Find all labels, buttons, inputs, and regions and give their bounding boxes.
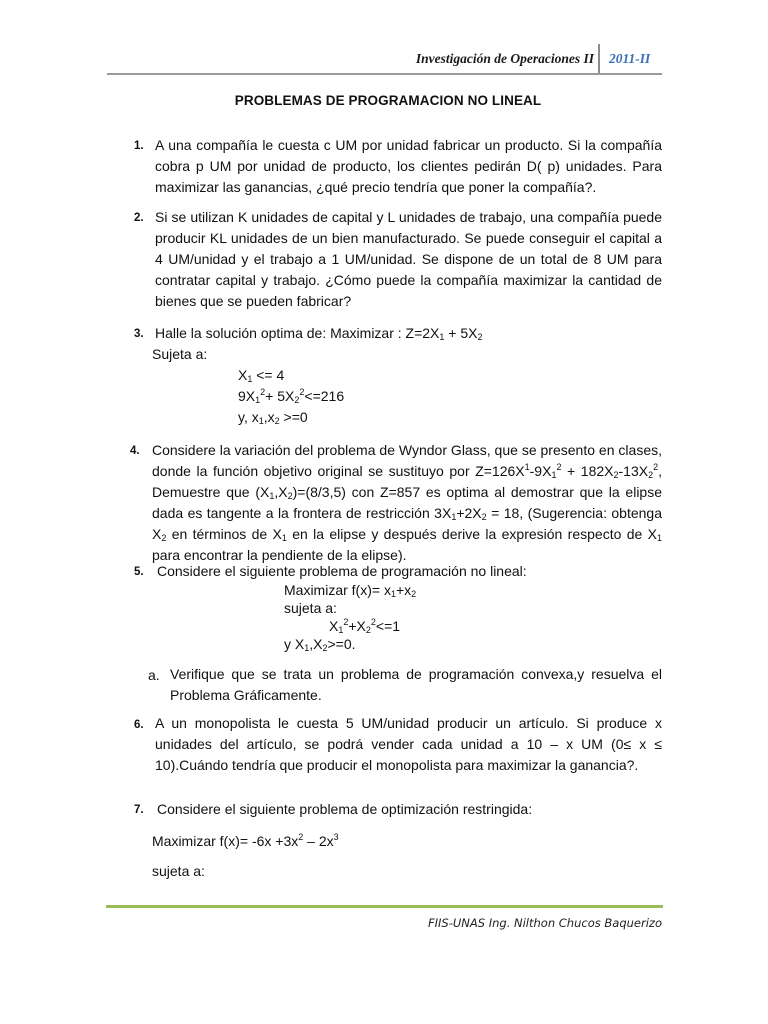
- header-divider: [598, 44, 600, 74]
- problem-text: Si se utilizan K unidades de capital y L unidades de trabajo, una compañía puede producir KL unidades de un bien manufacturado. Se puede conseguir el capital a 4 UM/unidad y el trabajo a 1 UM/unidad. Se dispone de un total de 8 UM para contratar capital y trabajo. ¿Cómo puede la compañía maximizar la cantidad de bienes que se pueden fabricar?: [155, 209, 662, 309]
- problem-number: 6.: [134, 719, 144, 731]
- problem-number: 4.: [130, 445, 140, 457]
- objective-function: Maximizar $f(x)= -6x +3x^2 - 2x^3$: [152, 832, 339, 849]
- constraint-1: $X_1^2+X_2^2<=1$: [329, 617, 401, 635]
- header-rule: [107, 73, 662, 75]
- problem-number: 2.: [134, 212, 144, 224]
- header-term: 2011-II: [609, 51, 651, 66]
- constraint-1: $X_1 <= 4$: [238, 367, 285, 384]
- problem-line: Considere la variación del problema de Wyndor Glass, que se presento en clases,: [152, 442, 662, 458]
- problem-lead: Considere el siguiente problema de programación no lineal:: [157, 563, 527, 579]
- constraint-2: $9X_1^2+ 5X_2^2<=216$: [238, 387, 345, 405]
- problem-number: 5.: [134, 566, 144, 578]
- page-title: PROBLEMAS DE PROGRAMACION NO LINEAL: [234, 93, 542, 108]
- header-course-title: Investigación de Operaciones II: [415, 51, 594, 66]
- problem-line: dada es tangente a la frontera de restricción $3X_1+2X_2 = 18$, (Sugerencia: obtenga: [152, 505, 663, 522]
- problem-line: para encontrar la pendiente de la elipse).: [152, 547, 407, 563]
- problem-line: $X_2$ en términos de $X_1$ en la elipse y después derive la expresión respecto de $X_1$: [152, 526, 662, 543]
- constraint-2: y $X_1,X_2>=0$.: [284, 636, 356, 653]
- problem-number: 1.: [134, 140, 144, 152]
- subject-to-label: sujeta a:: [284, 600, 337, 616]
- subject-to-label: Sujeta a:: [152, 346, 208, 362]
- subitem-text: Verifique que se trata un problema de programación convexa,y resuelva el Problema Gráficamente.: [170, 666, 662, 703]
- objective-function: Maximizar $f(x)= x_1+x_2$: [284, 582, 417, 599]
- problem-line: Demuestre que $(X_1,X_2)=(8/3,5)$ con Z=857 es optima al demostrar que la elipse: [152, 484, 662, 501]
- constraint-3: y, $x_1,x_2 >=0$: [238, 409, 308, 426]
- problem-number: 7.: [134, 804, 144, 816]
- problem-text: A una compañía le cuesta c UM por unidad fabricar un producto. Si la compañía cobra p UM por unidad de producto, los clientes pedirán D( p) unidades. Para maximizar las ganancias, ¿qué precio tendría que poner la compañía?.: [155, 137, 662, 195]
- subitem-letter: a.: [148, 667, 160, 683]
- subject-to-label: sujeta a:: [152, 863, 205, 879]
- footer-author: FIIS-UNAS Ing. Nilthon Chucos Baquerizo: [428, 916, 662, 930]
- problem-lead: Considere el siguiente problema de optimización restringida:: [157, 801, 533, 817]
- problem-line: donde la función objetivo original se sustituyo por $Z=126X^1-9X_1^2 + 182X_2-13X_2^2$,: [152, 462, 662, 480]
- problem-number: 3.: [134, 328, 144, 340]
- footer-rule: [106, 905, 663, 908]
- problem-lead: Halle la solución optima de: Maximizar : $Z=2X_1 + 5X_2$: [155, 325, 483, 342]
- problem-text: A un monopolista le cuesta 5 UM/unidad producir un artículo. Si produce x unidades del artículo, se podrá vender cada unidad a 10 – x UM (0≤ x ≤ 10).Cuándo tendría que producir el monopolista para maximizar la ganancia?.: [155, 715, 662, 773]
